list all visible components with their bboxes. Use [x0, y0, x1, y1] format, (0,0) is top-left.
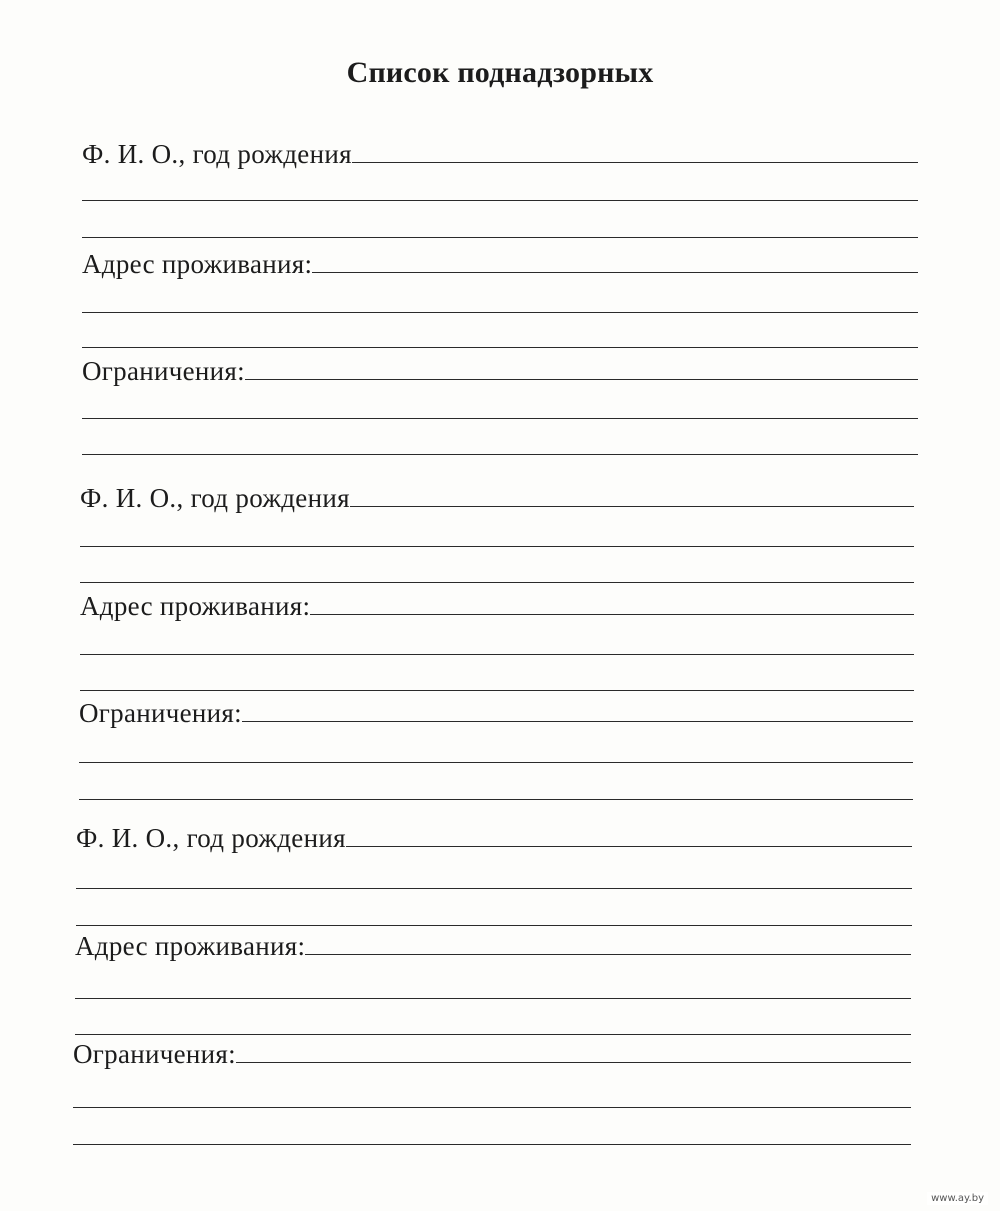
address-label: Адрес проживания:: [75, 931, 306, 961]
restrictions-label: Ограничения:: [82, 356, 245, 386]
name-field-3[interactable]: [76, 824, 912, 852]
name-field-2[interactable]: [80, 484, 914, 512]
watermark: www.ay.by: [927, 1192, 988, 1205]
blank-line[interactable]: [82, 454, 918, 455]
blank-line[interactable]: [76, 888, 912, 889]
address-label: Адрес проживания:: [80, 591, 311, 621]
restrictions-label: Ограничения:: [73, 1039, 236, 1069]
address-input-line[interactable]: [312, 271, 918, 273]
address-field-1[interactable]: [82, 250, 918, 278]
name-label: Ф. И. О., год рождения: [82, 139, 352, 169]
blank-line[interactable]: [79, 762, 913, 763]
blank-line[interactable]: [73, 1107, 911, 1108]
blank-line[interactable]: [75, 1034, 911, 1035]
address-label: Адрес проживания:: [82, 249, 313, 279]
name-label: Ф. И. О., год рождения: [80, 483, 350, 513]
name-label: Ф. И. О., год рождения: [76, 823, 346, 853]
restrictions-input-line[interactable]: [242, 720, 913, 722]
blank-line[interactable]: [76, 925, 912, 926]
restrictions-field-2[interactable]: [79, 699, 913, 727]
name-input-line[interactable]: [346, 845, 912, 847]
blank-line[interactable]: [75, 998, 911, 999]
blank-line[interactable]: [80, 654, 914, 655]
blank-line[interactable]: [82, 200, 918, 201]
name-input-line[interactable]: [352, 161, 918, 163]
restrictions-input-line[interactable]: [245, 378, 918, 380]
blank-line[interactable]: [82, 237, 918, 238]
restrictions-input-line[interactable]: [236, 1061, 911, 1063]
blank-line[interactable]: [82, 347, 918, 348]
name-field-1[interactable]: [82, 140, 918, 168]
blank-line[interactable]: [80, 546, 914, 547]
blank-line[interactable]: [80, 582, 914, 583]
address-input-line[interactable]: [310, 613, 914, 615]
blank-line[interactable]: [79, 799, 913, 800]
address-input-line[interactable]: [305, 953, 911, 955]
blank-line[interactable]: [73, 1144, 911, 1145]
restrictions-field-1[interactable]: [82, 357, 918, 385]
restrictions-label: Ограничения:: [79, 698, 242, 728]
blank-line[interactable]: [82, 418, 918, 419]
address-field-2[interactable]: [80, 592, 914, 620]
restrictions-field-3[interactable]: [73, 1040, 911, 1068]
address-field-3[interactable]: [75, 932, 911, 960]
blank-line[interactable]: [82, 312, 918, 313]
name-input-line[interactable]: [350, 505, 914, 507]
blank-line[interactable]: [80, 690, 914, 691]
page-title: Список поднадзорных: [346, 56, 654, 89]
